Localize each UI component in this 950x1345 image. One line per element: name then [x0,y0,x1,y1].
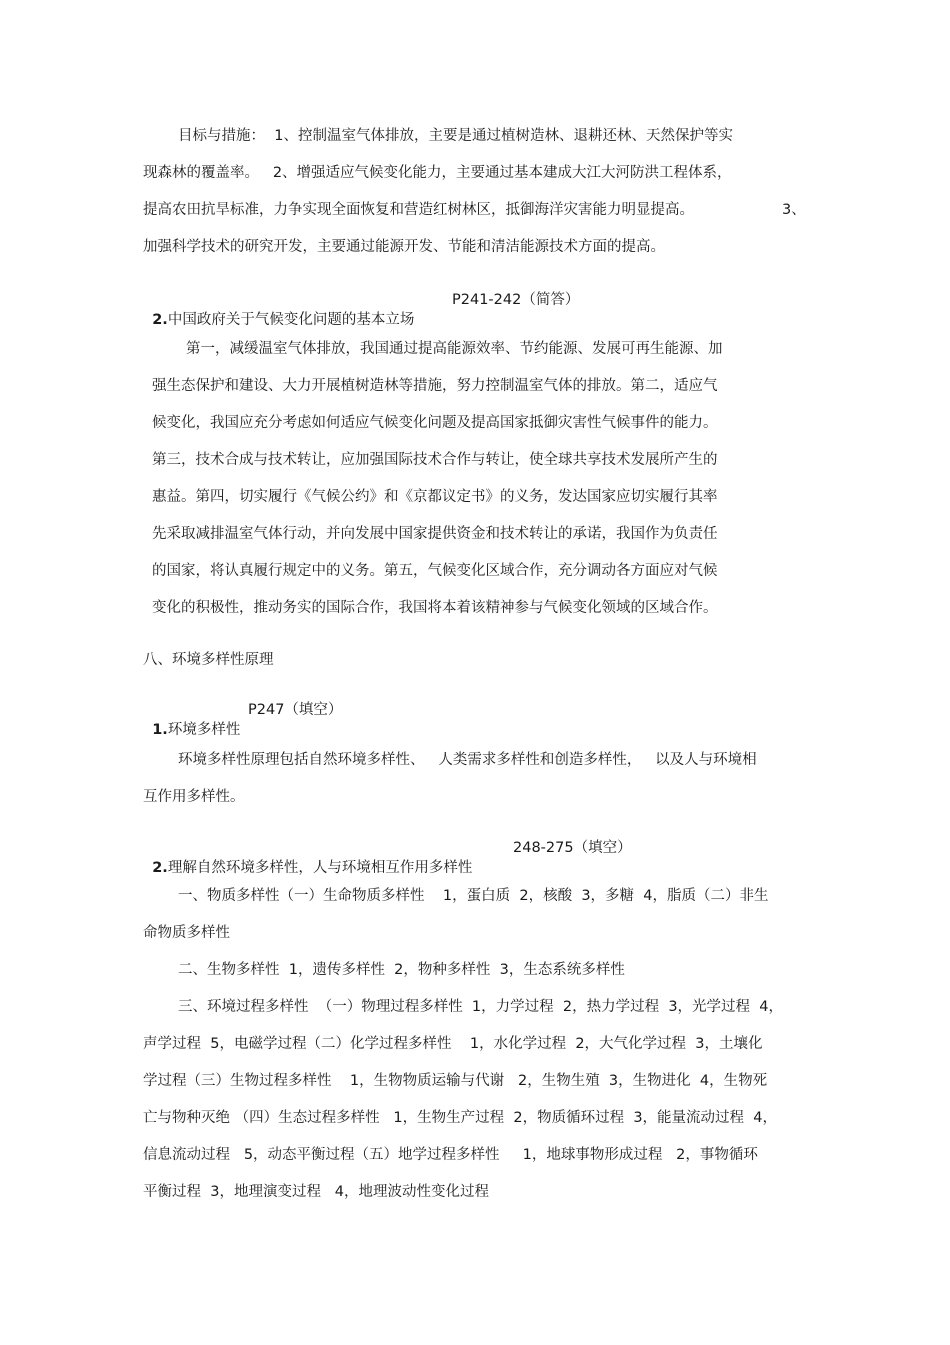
paragraph-line: 二、生物多样性 1，遗传多样性 2，物种多样性 3，生态系统多样性 [178,962,625,978]
paragraph-line: 3、 [782,202,806,218]
heading-text: 中国政府关于气候变化问题的基本立场 [167,312,415,328]
paragraph-line: 平衡过程 3，地理演变过程 4，地理波动性变化过程 [143,1184,489,1200]
paragraph-line: 提高农田抗旱标准，力争实现全面恢复和营造红树林区，抵御海洋灾害能力明显提高。 [143,202,694,218]
paragraph-line: 信息流动过程 5，动态平衡过程（五）地学过程多样性 1，地球事物形成过程 2，事物循环 [143,1147,758,1163]
paragraph-line: 目标与措施： 1、控制温室气体排放，主要是通过植树造林、退耕还林、天然保护等实 [178,128,733,144]
heading-text: 环境多样性 [167,722,241,738]
paragraph-line: 第三，技术合成与技术转让，应加强国际技术合作与转让，使全球共享技术发展所产生的 [152,452,718,468]
paragraph-line: 惠益。第四，切实履行《气候公约》和《京都议定书》的义务，发达国家应切实履行其率 [152,489,718,505]
heading-page-ref: 248-275（填空） [513,840,632,856]
heading-number: 1. [152,722,168,738]
paragraph-line: 先采取减排温室气体行动，并向发展中国家提供资金和技术转让的承诺，我国作为负责任 [152,526,718,542]
paragraph-line: 亡与物种灭绝 （四）生态过程多样性 1，生物生产过程 2，物质循环过程 3，能量流动过程 4， [143,1110,777,1126]
section-heading [143,838,472,878]
paragraph-line: 三、环境过程多样性 （一）物理过程多样性 1，力学过程 2，热力学过程 3，光学过程 4， [178,999,783,1015]
heading-number: 2. [152,860,168,876]
paragraph-line: 互作用多样性。 [143,789,245,805]
heading-page-ref: P247（填空） [248,702,343,718]
paragraph-line: 现森林的覆盖率。 2、增强适应气候变化能力，主要通过基本建成大江大河防洪工程体系， [143,165,732,181]
paragraph-line: 变化的积极性，推动务实的国际合作，我国将本着该精神参与气候变化领域的区域合作。 [152,600,718,616]
paragraph-line: 一、物质多样性（一）生命物质多样性 1，蛋白质 2，核酸 3，多糖 4，脂质（二）非生 [178,888,769,904]
section-heading [143,290,414,330]
paragraph-line: 第一，减缓温室气体排放，我国通过提高能源效率、节约能源、发展可再生能源、加 [186,341,723,357]
section-heading [143,700,240,740]
section-title: 八、环境多样性原理 [143,652,274,668]
paragraph-line: 环境多样性原理包括自然环境多样性、 人类需求多样性和创造多样性， 以及人与环境相 [178,752,757,768]
paragraph-line: 的国家，将认真履行规定中的义务。第五，气候变化区域合作，充分调动各方面应对气候 [152,563,718,579]
heading-page-ref: P241-242（简答） [452,292,580,308]
paragraph-line: 声学过程 5，电磁学过程（二）化学过程多样性 1，水化学过程 2，大气化学过程 3，土壤化 [143,1036,763,1052]
heading-number: 2. [152,312,168,328]
paragraph-line: 强生态保护和建设、大力开展植树造林等措施，努力控制温室气体的排放。第二，适应气 [152,378,718,394]
paragraph-line: 加强科学技术的研究开发，主要通过能源开发、节能和清洁能源技术方面的提高。 [143,239,665,255]
paragraph-line: 命物质多样性 [143,925,230,941]
paragraph-line: 学过程（三）生物过程多样性 1，生物物质运输与代谢 2，生物生殖 3，生物进化 4，生物死 [143,1073,768,1089]
paragraph-line: 候变化，我国应充分考虑如何适应气候变化问题及提高国家抵御灾害性气候事件的能力。 [152,415,718,431]
heading-text: 理解自然环境多样性，人与环境相互作用多样性 [167,860,473,876]
